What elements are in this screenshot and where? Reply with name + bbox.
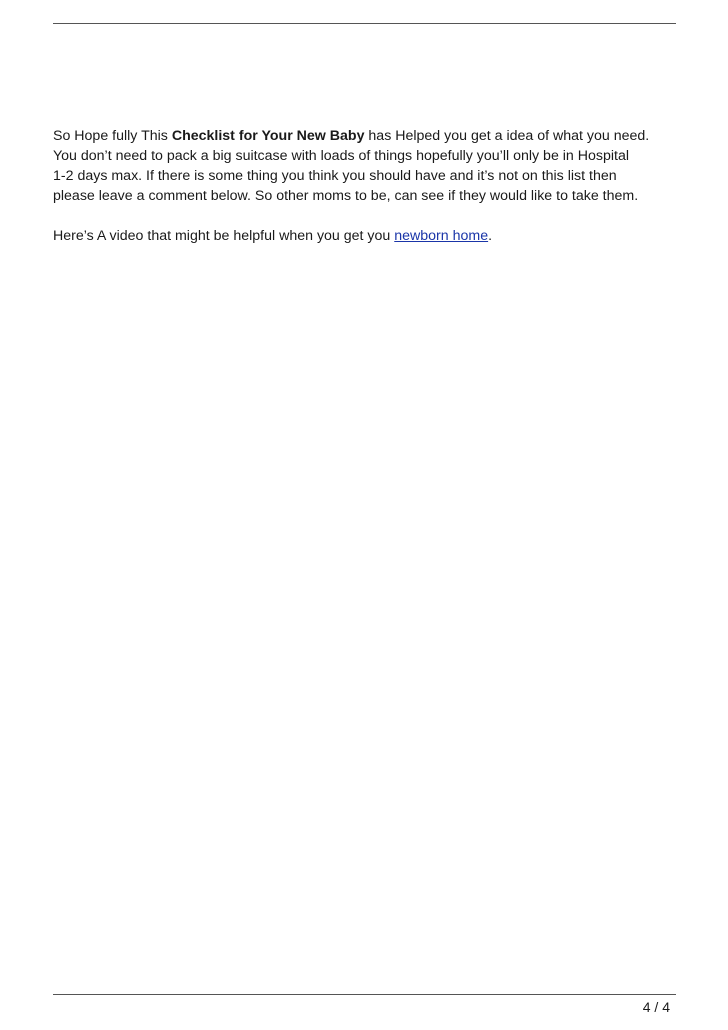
text-segment: . — [488, 228, 493, 244]
text-segment: has Helped you get a idea of what you need. — [364, 128, 650, 144]
paragraph-spacer — [53, 206, 693, 226]
video-paragraph — [53, 226, 693, 246]
page-number: 4 / 4 — [642, 999, 670, 1015]
document-body — [53, 126, 693, 246]
header-rule — [53, 23, 676, 24]
paragraph-line — [53, 126, 693, 146]
paragraph-line: 1-2 days max. If there is some thing you think you should have and it’s not on this list then — [53, 168, 617, 184]
paragraph-line: please leave a comment below. So other moms to be, can see if they would like to take them. — [53, 188, 639, 204]
footer-rule — [53, 994, 676, 995]
text-segment: Here’s A video that might be helpful when you get you — [53, 228, 395, 244]
text-segment: So Hope fully This — [53, 128, 172, 144]
closing-paragraph — [53, 126, 693, 206]
newborn-home-link[interactable]: newborn home — [394, 228, 489, 244]
paragraph-line — [53, 226, 693, 246]
paragraph-line: You don’t need to pack a big suitcase with loads of things hopefully you’ll only be in Hospital — [53, 148, 630, 164]
checklist-title-bold: Checklist for Your New Baby — [171, 128, 365, 144]
